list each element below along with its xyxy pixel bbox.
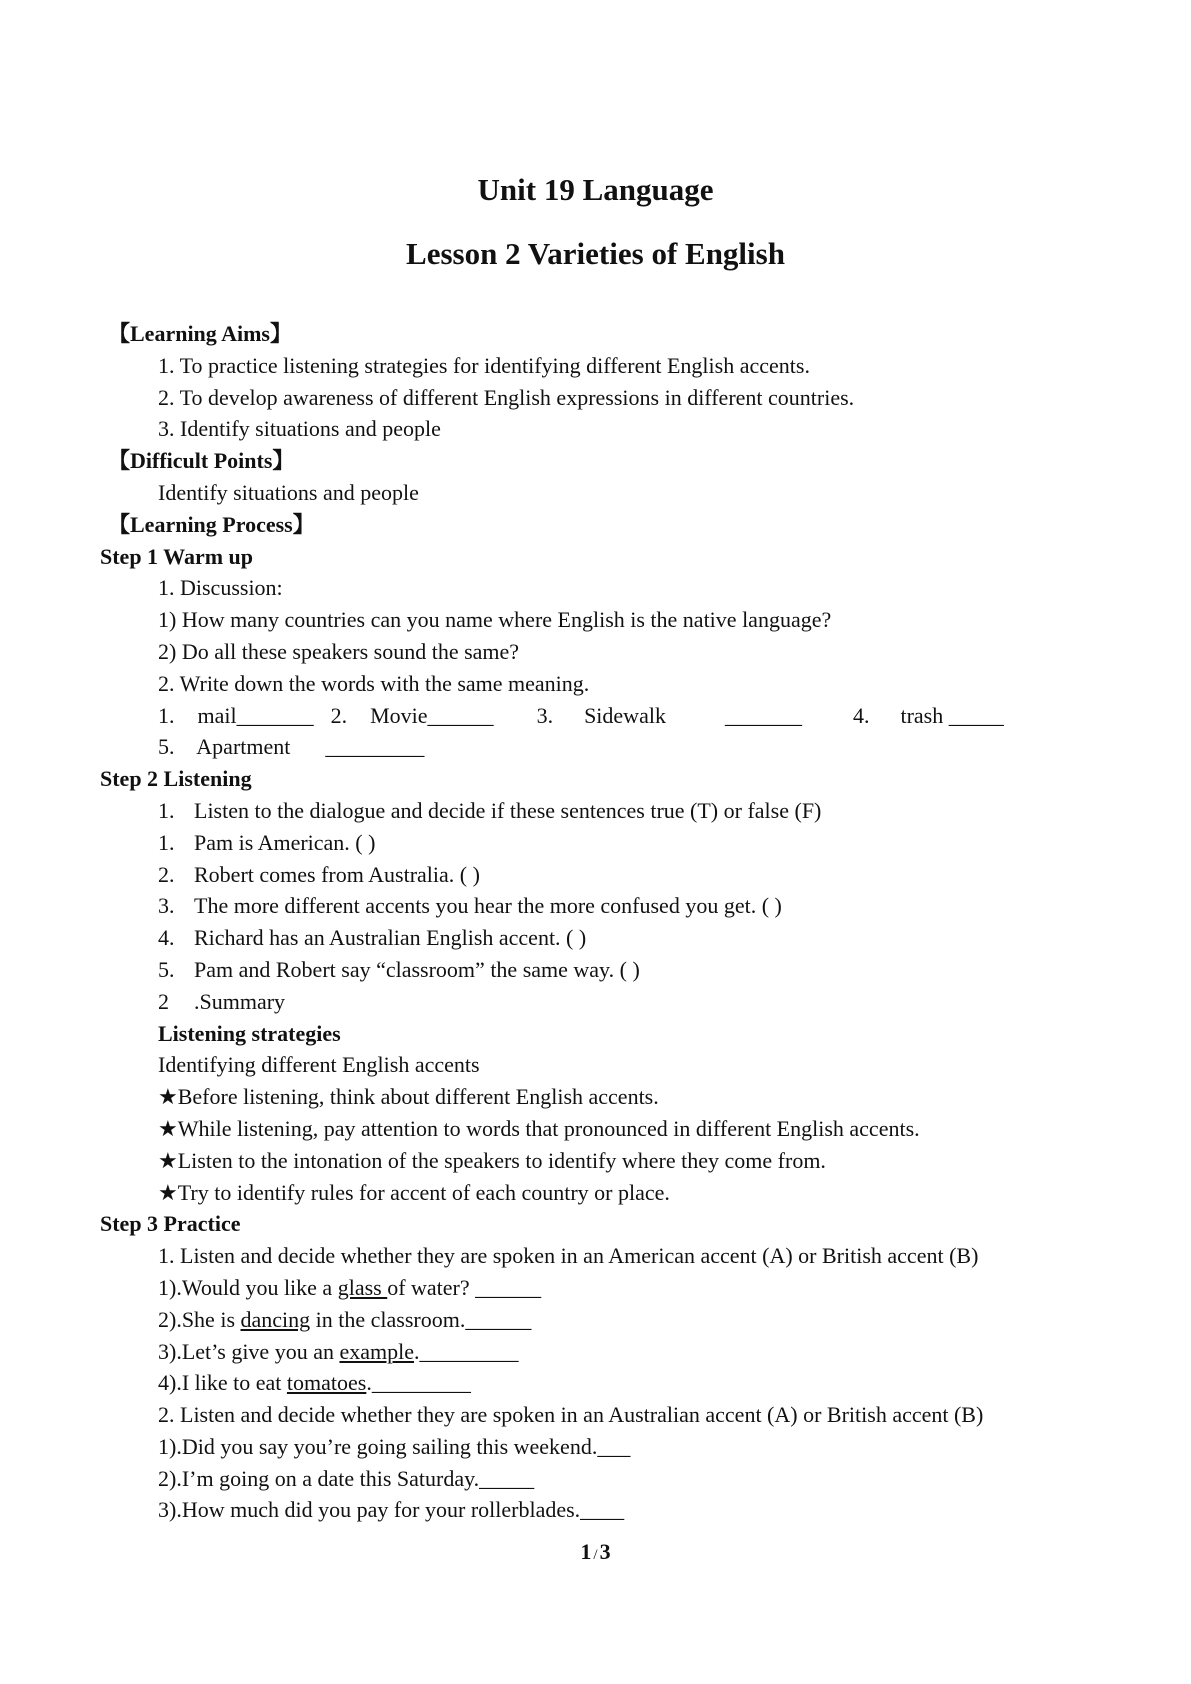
item-text: Robert comes from Australia. ( )	[194, 861, 480, 887]
true-false-item	[108, 890, 1131, 922]
item-text: Listen to the dialogue and decide if these sentences true (T) or false (F)	[194, 797, 822, 823]
word-number: 3.	[536, 702, 554, 728]
true-false-item	[108, 827, 1131, 859]
word-blank: _______	[724, 702, 802, 728]
word-match-row	[108, 731, 1131, 763]
word-item: Sidewalk	[584, 702, 666, 728]
true-false-item	[108, 922, 1131, 954]
underlined-word: tomatoes	[286, 1370, 367, 1396]
item-text: in the classroom.______	[310, 1306, 532, 1332]
item-number: 1.	[158, 797, 175, 823]
discussion-label: 1. Discussion:	[158, 575, 283, 601]
word-match-row	[108, 700, 1131, 732]
word-item: Movie______	[370, 702, 494, 728]
listening-task	[108, 795, 1131, 827]
difficult-points-text: Identify situations and people	[158, 479, 419, 505]
item-text: 2).She is	[158, 1306, 241, 1332]
strategy-tip: ★Listen to the intonation of the speakers to identify where they come from.	[158, 1147, 826, 1173]
item-number: 2.	[158, 861, 175, 887]
practice-item	[108, 1336, 1131, 1368]
step3-heading: Step 3 Practice	[100, 1211, 241, 1237]
item-text: 1).Would you like a	[158, 1274, 338, 1300]
step2-heading: Step 2 Listening	[100, 766, 252, 792]
total-pages: 3	[599, 1539, 611, 1564]
word-number: 4.	[852, 702, 870, 728]
item-text: 4).I like to eat	[158, 1370, 287, 1396]
practice-task: 1. Listen and decide whether they are spoken in an American accent (A) or British accent (B)	[158, 1243, 979, 1269]
aim-item: 1. To practice listening strategies for identifying different English accents.	[158, 352, 810, 378]
word-number: 1.	[158, 702, 175, 728]
practice-item: 2).I’m going on a date this Saturday._____	[158, 1465, 535, 1491]
item-text: .Summary	[194, 988, 286, 1014]
discussion-question: 2) Do all these speakers sound the same?	[158, 638, 520, 664]
word-item: trash _____	[900, 702, 1004, 728]
item-number: 1.	[158, 829, 175, 855]
strategy-tip: ★While listening, pay attention to words that pronounced in different English accents.	[158, 1115, 920, 1141]
item-text: Pam is American. ( )	[194, 829, 376, 855]
word-number: 2.	[330, 702, 348, 728]
item-text: of water? ______	[387, 1274, 542, 1300]
underlined-word: glass	[337, 1274, 388, 1300]
learning-aims-heading: 【Learning Aims】	[108, 321, 292, 346]
step1-heading: Step 1 Warm up	[100, 543, 254, 569]
page-number	[0, 1539, 1191, 1565]
item-text: ._________	[414, 1338, 519, 1364]
aim-item: 2. To develop awareness of different English expressions in different countries.	[158, 384, 855, 410]
discussion-question: 1) How many countries can you name where English is the native language?	[158, 607, 832, 633]
difficult-points-heading: 【Difficult Points】	[108, 448, 295, 474]
item-text: Richard has an Australian English accent. ( )	[194, 925, 587, 951]
underlined-word: dancing	[240, 1306, 311, 1332]
item-number: 4.	[158, 925, 175, 951]
true-false-item	[108, 859, 1131, 891]
word-blank: _________	[325, 734, 425, 760]
practice-item	[108, 1304, 1131, 1336]
item-text: Pam and Robert say “classroom” the same way. ( )	[194, 956, 640, 982]
aim-item: 3. Identify situations and people	[158, 416, 441, 442]
word-number: 5.	[158, 734, 175, 760]
page-separator: /	[593, 1547, 598, 1563]
word-item: Apartment	[196, 734, 291, 760]
strategy-tip: ★Try to identify rules for accent of each country or place.	[158, 1179, 670, 1205]
practice-item: 1).Did you say you’re going sailing this weekend.___	[158, 1433, 631, 1459]
strategies-heading: Listening strategies	[158, 1020, 341, 1046]
summary-label	[108, 986, 1131, 1018]
practice-item	[108, 1367, 1131, 1399]
strategies-intro: Identifying different English accents	[158, 1052, 480, 1078]
item-text: The more different accents you hear the more confused you get. ( )	[194, 893, 782, 919]
item-number: 2	[158, 988, 169, 1014]
strategy-tip: ★Before listening, think about different English accents.	[158, 1084, 659, 1110]
word-item: mail_______	[197, 702, 314, 728]
write-words-instruction: 2. Write down the words with the same meaning.	[158, 670, 590, 696]
learning-process-heading: 【Learning Process】	[108, 511, 315, 537]
lesson-title: Lesson 2 Varieties of English	[406, 236, 785, 271]
practice-item	[108, 1272, 1131, 1304]
item-text: 3).Let’s give you an	[158, 1338, 340, 1364]
current-page: 1	[580, 1539, 592, 1564]
true-false-item	[108, 954, 1131, 986]
practice-item: 3).How much did you pay for your rollerblades.____	[158, 1497, 625, 1523]
item-number: 5.	[158, 956, 175, 982]
practice-task: 2. Listen and decide whether they are spoken in an Australian accent (A) or British accent (B)	[158, 1402, 984, 1428]
item-number: 3.	[158, 893, 175, 919]
unit-title: Unit 19 Language	[477, 172, 714, 207]
underlined-word: example	[339, 1338, 414, 1364]
item-text: ._________	[366, 1370, 471, 1396]
document-body	[100, 318, 1131, 1526]
